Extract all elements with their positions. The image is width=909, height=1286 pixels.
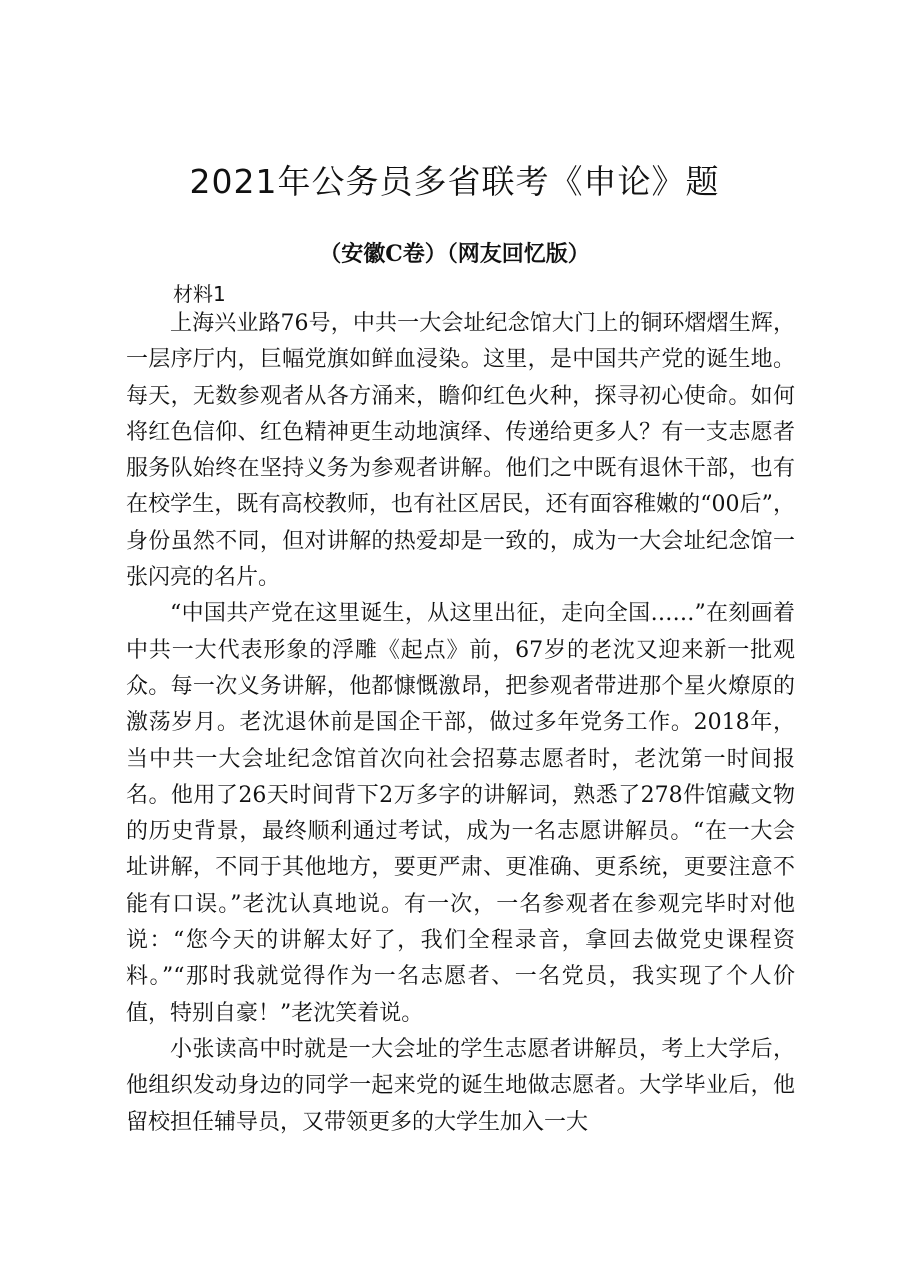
document-subtitle: （安徽C卷）（网友回忆版） (319, 241, 590, 267)
document-body (126, 306, 795, 1141)
paragraph-3: 小张读高中时就是一大会址的学生志愿者讲解员，考上大学后，他组织发动身边的同学一起来党的诞生地做志愿者。大学毕业后，他留校担任辅导员，又带领更多的大学生加入一大 (126, 1036, 795, 1135)
paragraph-1: 上海兴业路76号，中共一大会址纪念馆大门上的铜环熠熠生辉，一层序厅内，巨幅党旗如鲜血浸染。这里，是中国共产党的诞生地。每天，无数参观者从各方涌来，瞻仰红色火种，探寻初心使命。如何将红色信仰、红色精神更生动地演绎、传递给更多人？有一支志愿者服务队始终在坚持义务为参观者讲解。他们之中既有退休干部，也有在校学生，既有高校教师，也有社区居民，还有面容稚嫩的“00后”，身份虽然不同，但对讲解的热爱却是一致的，成为一大会址纪念馆一张闪亮的名片。 (126, 311, 795, 591)
paragraph-2: “中国共产党在这里诞生，从这里出征，走向全国……”在刻画着中共一大代表形象的浮雕《起点》前，67岁的老沈又迎来新一批观众。每一次义务讲解，他都慷慨激昂，把参观者带进那个星火燎原的激荡岁月。老沈退休前是国企干部，做过多年党务工作。2018年，当中共一大会址纪念馆首次向社会招募志愿者时，老沈第一时间报名。他用了26天时间背下2万多字的讲解词，熟悉了278件馆藏文物的历史背景，最终顺利通过考试，成为一名志愿讲解员。“在一大会址讲解，不同于其他地方，要更严肃、更准确、更系统，更要注意不能有口误。”老沈认真地说。有一次，一名参观者在参观完毕时对他说：“您今天的讲解太好了，我们全程录音，拿回去做党史课程资料。”“那时我就觉得作为一名志愿者、一名党员，我实现了个人价值，特别自豪！”老沈笑着说。 (126, 601, 795, 1026)
document-title: 2021年公务员多省联考《申论》题 (189, 162, 720, 201)
material-label: 材料1 (173, 282, 226, 306)
